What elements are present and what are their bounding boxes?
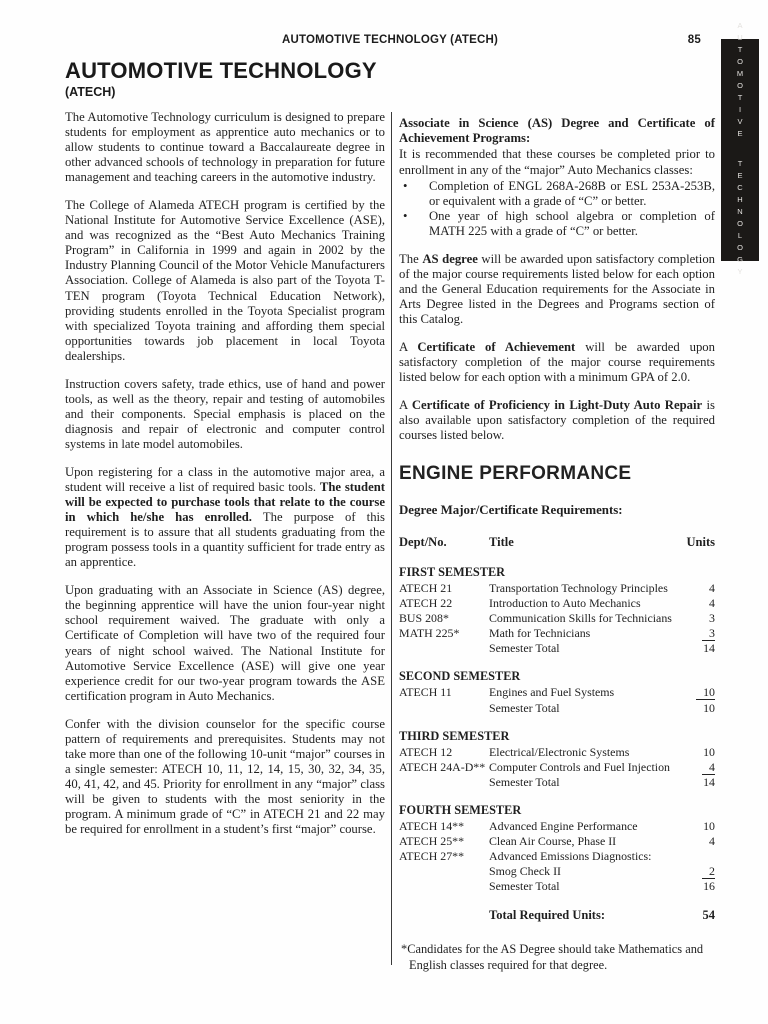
course-row xyxy=(399,641,715,656)
course-units: 4 xyxy=(709,834,715,849)
course-row xyxy=(399,879,715,894)
course-units xyxy=(683,864,715,879)
bullet-item xyxy=(399,209,715,239)
requirements-heading: Degree Major/Certificate Requirements: xyxy=(399,503,623,518)
semester-heading: SECOND SEMESTER xyxy=(399,669,521,684)
units-sum-underline: 10 xyxy=(696,685,715,700)
course-dept: ATECH 22 xyxy=(399,595,453,610)
course-units: 10 xyxy=(703,818,715,833)
course-title: Communication Skills for Technicians xyxy=(489,611,672,626)
col-header-units: Units xyxy=(686,535,715,550)
text-run: Upon registering for a class in the automotive major area, a student will receive a list of required basic tools. xyxy=(65,464,385,495)
total-units-value: 54 xyxy=(702,908,715,923)
total-dept-spacer xyxy=(399,908,489,924)
course-title: Semester Total xyxy=(489,700,560,715)
course-title: Engines and Fuel Systems xyxy=(489,685,615,700)
text-run: The Automotive Technology curriculum is designed to prepare students for employment as apprentice auto mechanics or to allow students to continue toward a Baccalaureate degree in other advanced schools of technology in preparation for future management and teaching careers in the automotive industry. xyxy=(65,110,385,185)
paragraph xyxy=(65,465,385,570)
text-run: Upon graduating with an Associate in Science (AS) degree, the beginning apprentice will have the union four-year night school requirement waived. The graduate with only a Certificate of Completion will have two of the required four years of night school waived. The National Institute for Automotive Service Excellence (ASE) will give one year experience credit for our two-year program towards the ASE certification program in Auto Mechanics. xyxy=(65,583,385,703)
bullet-item xyxy=(399,179,715,209)
text-run: The xyxy=(399,251,423,266)
left-column xyxy=(65,110,385,973)
course-units xyxy=(683,626,715,641)
paragraph xyxy=(399,398,715,443)
course-row xyxy=(399,834,715,849)
column-divider xyxy=(391,112,392,965)
section-heading: ENGINE PERFORMANCE xyxy=(399,463,632,485)
course-row xyxy=(399,775,715,790)
paragraph xyxy=(65,717,385,837)
text-run: The purpose of this requirement is to assure that all students graduating from the program possess tools in a quantity sufficient for trade entry as an apprentice. xyxy=(65,510,385,570)
bullet-text: Completion of ENGL 268A-268B or ESL 253A-253B, or equivalent with a grade of “C” or better. xyxy=(429,178,715,208)
course-title: Electrical/Electronic Systems xyxy=(489,744,630,759)
degree-paragraphs xyxy=(399,252,715,444)
text-run: A xyxy=(399,339,418,354)
course-units: 4 xyxy=(709,580,715,595)
text-run: is also available upon satisfactory completion of the required courses listed below. xyxy=(399,397,715,442)
course-dept xyxy=(399,879,489,894)
course-title: Transportation Technology Principles xyxy=(489,580,668,595)
text-run: Instruction covers safety, trade ethics, use of hand and power tools, as well as the theory, repair and testing of automobiles and their components. Special emphasis is placed on the diagnosis and repair of electronic and computer control systems in late model automobiles. xyxy=(65,376,385,451)
col-header-dept: Dept/No. xyxy=(399,535,447,550)
course-units xyxy=(683,849,715,864)
course-row xyxy=(399,760,715,775)
page-title: AUTOMOTIVE TECHNOLOGY xyxy=(65,58,377,83)
semester-heading: FOURTH SEMESTER xyxy=(399,802,522,817)
course-row xyxy=(399,819,715,834)
course-dept: MATH 225* xyxy=(399,626,460,641)
bold-text-run: Certificate of Achievement xyxy=(417,339,576,354)
semester-group xyxy=(399,669,715,715)
text-run: Confer with the division counselor for the specific course pattern of requirements and prerequisites. Students may not take more than one of the following 10-unit “major” courses in a single semester: ATECH 10, 11, 12, 14, 15, 30, 32, 34, 35, 40, 41, 42, and 45. Priority for enrollment in any “major” class will be given to students with the most seniority in the program. A minimum grade of “C” in ATECH 21 and 22 may be required for enrollment in a student’s first “major” course. xyxy=(65,716,385,837)
bullet-text: One year of high school algebra or completion of MATH 225 with a grade of “C” or better. xyxy=(429,209,715,239)
running-header xyxy=(65,34,715,46)
course-title: Semester Total xyxy=(489,879,560,894)
running-header-title: AUTOMOTIVE TECHNOLOGY (ATECH) xyxy=(282,34,498,46)
course-dept: ATECH 21 xyxy=(399,580,453,595)
footnote: *Candidates for the AS Degree should take Mathematics and English classes required for that degree. xyxy=(401,942,704,972)
course-dept: ATECH 12 xyxy=(399,744,453,759)
course-units: 16 xyxy=(703,879,715,894)
semester-heading: FIRST SEMESTER xyxy=(399,564,506,579)
course-title: Semester Total xyxy=(489,641,560,656)
prerequisite-bullet-list xyxy=(399,179,715,240)
programs-intro: It is recommended that these courses be completed prior to enrollment in any of the “major” Auto Mechanics classes: xyxy=(399,147,715,177)
side-tab-label: AUTOMOTIVE TECHNOLOGY xyxy=(735,21,745,279)
paragraph xyxy=(65,583,385,703)
course-units: 10 xyxy=(703,700,715,715)
page-number: 85 xyxy=(687,34,701,46)
course-dept: BUS 208* xyxy=(399,611,449,626)
course-requirements-table xyxy=(399,535,715,924)
semester-group xyxy=(399,803,715,895)
course-row xyxy=(399,701,715,716)
course-dept: ATECH 27** xyxy=(399,849,465,864)
side-tab xyxy=(721,21,759,279)
course-row xyxy=(399,685,715,700)
course-row xyxy=(399,626,715,641)
course-dept xyxy=(399,864,489,879)
table-header-row xyxy=(399,535,715,551)
course-row xyxy=(399,864,715,879)
paragraph xyxy=(399,252,715,327)
paragraph xyxy=(65,110,385,185)
bullet-icon: • xyxy=(403,178,408,193)
paragraph xyxy=(65,198,385,364)
course-units: 10 xyxy=(703,744,715,759)
course-title: Semester Total xyxy=(489,774,560,789)
two-column-layout xyxy=(65,110,715,973)
course-title: Advanced Emissions Diagnostics: xyxy=(489,849,652,864)
right-column xyxy=(399,110,715,973)
semester-group xyxy=(399,729,715,790)
page-subtitle: (ATECH) xyxy=(65,85,116,99)
course-row xyxy=(399,581,715,596)
course-title: Advanced Engine Performance xyxy=(489,818,638,833)
course-dept: ATECH 14** xyxy=(399,818,465,833)
bullet-icon: • xyxy=(403,209,408,224)
course-dept xyxy=(399,641,489,656)
bold-text-run: The student will be expected to purchase tools that relate to the course in which he/she has enrolled. xyxy=(65,480,386,525)
col-header-title: Title xyxy=(489,535,514,550)
paragraph xyxy=(65,377,385,452)
course-title: Computer Controls and Fuel Injection xyxy=(489,759,670,774)
units-sum-underline: 4 xyxy=(702,760,715,775)
text-run: will be awarded upon satisfactory completion of the major course requirements listed below for each option and the General Education requirements for the Associate in Arts Degree listed in the Degrees and Programs section of this Catalog. xyxy=(399,251,716,326)
units-sum-underline: 3 xyxy=(702,626,715,641)
course-units xyxy=(683,685,715,700)
course-title: Math for Technicians xyxy=(489,626,591,641)
text-run: The College of Alameda ATECH program is certified by the National Institute for Automotive Service Excellence (ASE), and was recognized as the “Best Auto Mechanics Training Program” in California in 1999 and again in 2002 by the Industry Planning Council of the Motor Vehicle Manufacturers Association. College of Alameda is also part of the Toyota T-TEN program (Toyota Technical Education Network), providing students enrolled in the Toyota Specialist program with specialized Toyota training and affording them special opportunities towards job placement in local Toyota dealerships. xyxy=(65,198,385,363)
total-label: Total Required Units: xyxy=(489,908,605,923)
course-title: Introduction to Auto Mechanics xyxy=(489,595,641,610)
course-row xyxy=(399,849,715,864)
units-sum-underline: 2 xyxy=(702,864,715,879)
course-dept: ATECH 24A-D** xyxy=(399,759,486,774)
course-units: 14 xyxy=(703,774,715,789)
semester-heading: THIRD SEMESTER xyxy=(399,728,510,743)
course-title: Smog Check II xyxy=(489,864,561,879)
text-run: A xyxy=(399,397,412,412)
course-dept xyxy=(399,775,489,790)
course-row xyxy=(399,611,715,626)
text-run: will be awarded upon satisfactory completion of the major course requirements listed below for each option with a minimum GPA of 2.0. xyxy=(399,339,715,384)
course-units: 14 xyxy=(703,641,715,656)
paragraph xyxy=(399,340,715,385)
course-dept: ATECH 25** xyxy=(399,834,465,849)
course-dept xyxy=(399,701,489,716)
course-units: 3 xyxy=(709,611,715,626)
course-title: Clean Air Course, Phase II xyxy=(489,834,617,849)
course-dept: ATECH 11 xyxy=(399,685,452,700)
semester-group xyxy=(399,565,715,657)
course-row xyxy=(399,596,715,611)
programs-heading: Associate in Science (AS) Degree and Certificate of Achievement Programs: xyxy=(399,116,715,146)
course-units xyxy=(683,760,715,775)
course-units: 4 xyxy=(709,595,715,610)
course-row xyxy=(399,745,715,760)
total-units-row xyxy=(399,908,715,924)
bold-text-run: AS degree xyxy=(422,251,478,266)
bold-text-run: Certificate of Proficiency in Light-Duty Auto Repair xyxy=(411,397,703,412)
